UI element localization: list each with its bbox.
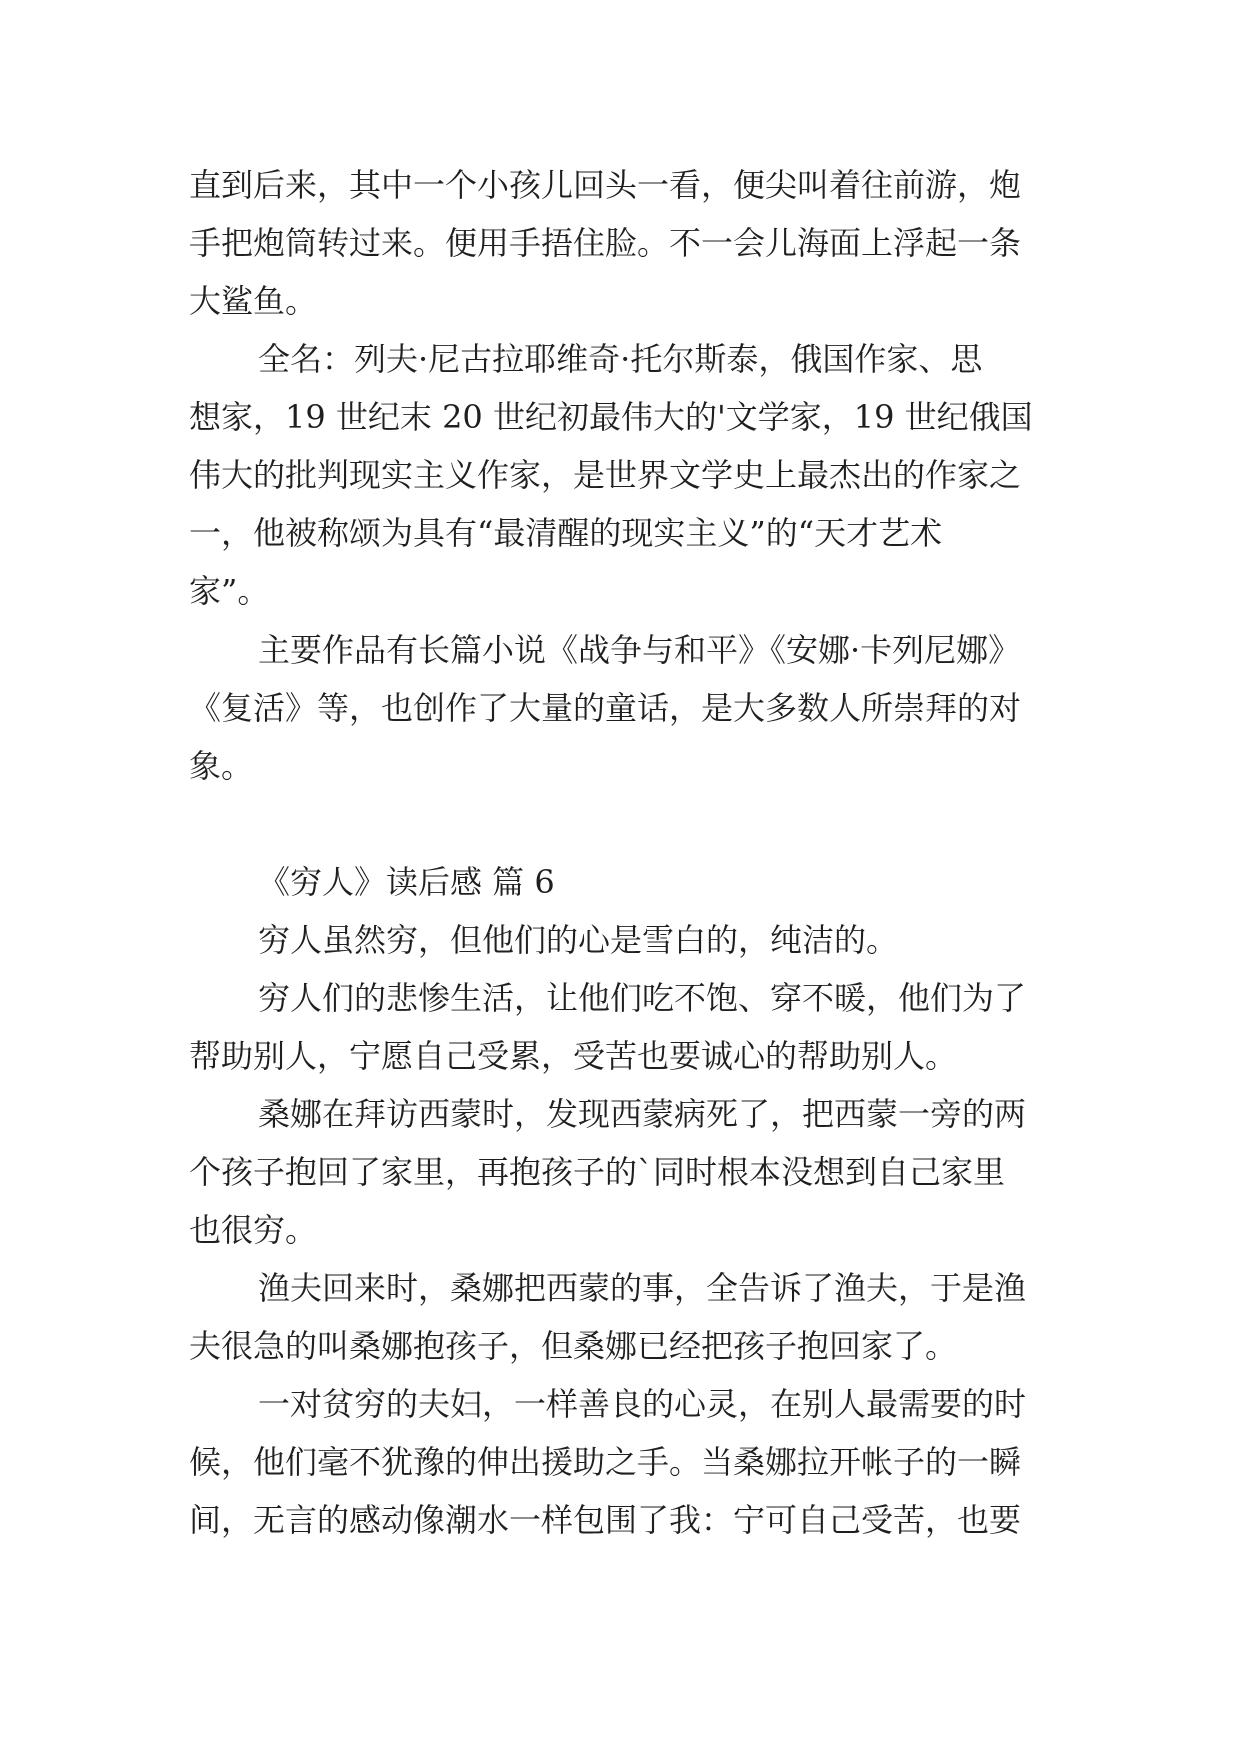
paragraph-start: 穷人们的悲惨生活，让他们吃不饱、穿不暖，他们为了 bbox=[258, 979, 1027, 1017]
text-line: 也很穷。 bbox=[189, 1211, 318, 1249]
text-line: 家”。 bbox=[189, 572, 270, 610]
text-line: 夫很急的叫桑娜抱孩子，但桑娜已经把孩子抱回家了。 bbox=[189, 1327, 958, 1365]
paragraph-start: 全名：列夫·尼古拉耶维奇·托尔斯泰，俄国作家、思 bbox=[258, 340, 983, 378]
text-line: 想家，19 世纪末 20 世纪初最伟大的'文学家，19 世纪俄国 bbox=[189, 398, 1033, 436]
text-line: 候，他们毫不犹豫的伸出援助之手。当桑娜拉开帐子的一瞬 bbox=[189, 1443, 1022, 1481]
text-line: 《复活》等，也创作了大量的童话，是大多数人所崇拜的对 bbox=[189, 689, 1022, 727]
text-line: 手把炮筒转过来。便用手捂住脸。不一会儿海面上浮起一条 bbox=[189, 224, 1022, 262]
text-line: 伟大的批判现实主义作家，是世界文学史上最杰出的作家之 bbox=[189, 456, 1022, 494]
section-heading: 《穷人》读后感 篇 6 bbox=[258, 863, 555, 901]
text-line: 帮助别人，宁愿自己受累，受苦也要诚心的帮助别人。 bbox=[189, 1037, 958, 1075]
text-line: 一，他被称颂为具有“最清醒的现实主义”的“天才艺术 bbox=[189, 514, 943, 552]
paragraph-start: 渔夫回来时，桑娜把西蒙的事，全告诉了渔夫，于是渔 bbox=[258, 1269, 1027, 1307]
text-line: 象。 bbox=[189, 747, 254, 785]
paragraph-start: 桑娜在拜访西蒙时，发现西蒙病死了，把西蒙一旁的两 bbox=[258, 1095, 1027, 1133]
paragraph-start: 一对贫穷的夫妇，一样善良的心灵，在别人最需要的时 bbox=[258, 1385, 1027, 1423]
text-line: 个孩子抱回了家里，再抱孩子的`同时根本没想到自己家里 bbox=[189, 1153, 1006, 1191]
paragraph-start: 主要作品有长篇小说《战争与和平》《安娜·卡列尼娜》 bbox=[258, 631, 1021, 669]
text-line: 直到后来，其中一个小孩儿回头一看，便尖叫着往前游，炮 bbox=[189, 166, 1022, 204]
paragraph-start: 穷人虽然穷，但他们的心是雪白的，纯洁的。 bbox=[258, 921, 899, 959]
text-line: 间，无言的感动像潮水一样包围了我：宁可自己受苦，也要 bbox=[189, 1501, 1022, 1539]
text-line: 大鲨鱼。 bbox=[189, 282, 318, 320]
